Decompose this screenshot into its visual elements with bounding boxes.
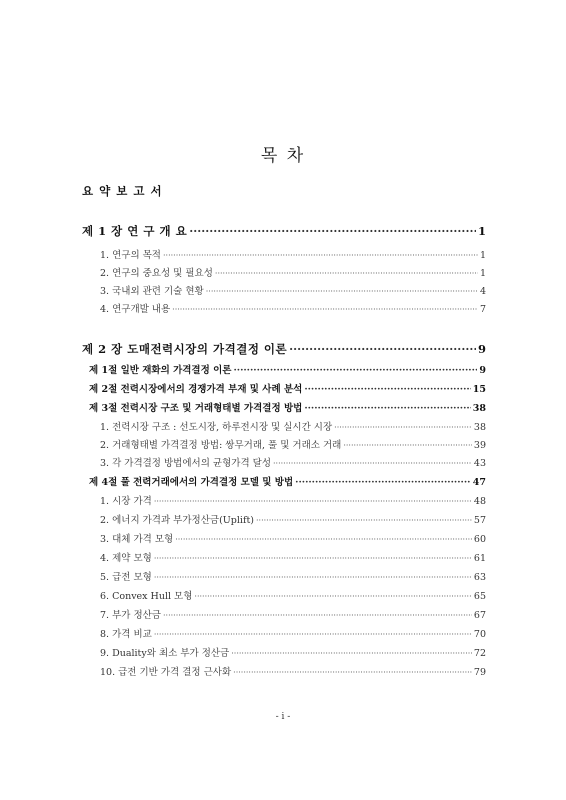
toc-item-label: 3. 대체 가격 모형 <box>100 534 174 545</box>
leader-dots <box>304 403 470 414</box>
toc-item-label: 6. Convex Hull 모형 <box>100 591 193 602</box>
page-footer-number: - i - <box>275 712 291 722</box>
leader-dots <box>295 477 471 488</box>
leader-dots <box>215 269 478 278</box>
leader-dots <box>189 224 476 238</box>
leader-dots <box>172 305 478 314</box>
toc-page-number: 47 <box>472 477 486 488</box>
leader-dots <box>154 497 472 506</box>
leader-dots <box>154 630 472 639</box>
leader-dots <box>154 573 472 582</box>
leader-dots <box>256 516 472 525</box>
toc-page-number: 79 <box>473 667 486 678</box>
toc-page-number: 7 <box>479 304 486 315</box>
toc-page-number: 15 <box>472 384 486 395</box>
toc-section-label: 제 3절 전력시장 구조 및 거래형태별 가격결정 방법 <box>89 403 303 414</box>
toc-item-label: 8. 가격 비교 <box>100 629 152 640</box>
toc-page-number: 38 <box>473 422 486 433</box>
toc-chapter-label: 제 2 장 도매전력시장의 가격결정 이론 <box>82 342 288 356</box>
toc-page-number: 1 <box>477 224 486 238</box>
toc-item <box>100 626 486 640</box>
toc-section <box>89 400 486 414</box>
toc-page-number: 48 <box>473 496 486 507</box>
toc-page-number: 61 <box>473 553 486 564</box>
toc-item <box>100 419 486 433</box>
leader-dots <box>231 649 472 658</box>
toc-item-label: 10. 급전 기반 가격 결정 근사화 <box>100 667 232 678</box>
toc-item <box>100 493 486 507</box>
leader-dots <box>289 342 476 356</box>
toc-item <box>100 301 486 315</box>
toc-item-label: 5. 급전 모형 <box>100 572 152 583</box>
toc-page-number: 72 <box>473 648 486 659</box>
toc-item <box>100 607 486 621</box>
toc-item-label: 1. 시장 가격 <box>100 496 152 507</box>
toc-item <box>100 265 486 279</box>
toc-item <box>100 455 486 469</box>
toc-page-number: 38 <box>472 403 486 414</box>
toc-section <box>89 474 486 488</box>
toc-item-label: 7. 부가 정산금 <box>100 610 161 621</box>
toc-page-number: 43 <box>473 458 486 469</box>
summary-heading: 요 약 보 고 서 <box>82 184 163 198</box>
toc-item <box>100 588 486 602</box>
toc-section <box>89 381 486 395</box>
toc-page-number: 1 <box>479 250 486 261</box>
toc-item-label: 2. 연구의 중요성 및 필요성 <box>100 268 213 279</box>
leader-dots <box>163 611 472 620</box>
leader-dots <box>194 592 471 601</box>
leader-dots <box>163 251 478 260</box>
toc-section-label: 제 4절 풀 전력거래에서의 가격결정 모델 및 방법 <box>89 477 294 488</box>
toc-item <box>100 437 486 451</box>
leader-dots <box>175 535 472 544</box>
leader-dots <box>334 423 472 432</box>
toc-item-label: 9. Duality와 최소 부가 정산금 <box>100 648 230 659</box>
toc-item-label: 3. 각 가격결정 방법에서의 균형가격 달성 <box>100 458 271 469</box>
toc-page-number: 67 <box>473 610 486 621</box>
toc-item <box>100 645 486 659</box>
toc-item-label: 3. 국내외 관련 기술 현황 <box>100 286 204 297</box>
leader-dots <box>233 365 477 376</box>
toc-item <box>100 247 486 261</box>
leader-dots <box>304 384 470 395</box>
toc-item-label: 1. 연구의 목적 <box>100 250 161 261</box>
toc-page-number: 4 <box>479 286 486 297</box>
toc-page-number: 65 <box>473 591 486 602</box>
toc-page-number: 1 <box>479 268 486 279</box>
toc-chapter-1 <box>82 223 486 239</box>
toc-item-label: 4. 제약 모형 <box>100 553 152 564</box>
leader-dots <box>206 287 478 296</box>
toc-item <box>100 531 486 545</box>
toc-page-number: 70 <box>473 629 486 640</box>
toc-section-label: 제 1절 일반 재화의 가격결정 이론 <box>89 365 232 376</box>
toc-item <box>100 512 486 526</box>
page-title: 목 차 <box>260 146 306 166</box>
toc-page-number: 60 <box>473 534 486 545</box>
leader-dots <box>273 459 472 468</box>
toc-item <box>100 283 486 297</box>
toc-page-number: 63 <box>473 572 486 583</box>
toc-chapter-2 <box>82 341 486 357</box>
leader-dots <box>343 441 472 450</box>
leader-dots <box>154 554 472 563</box>
toc-item-label: 2. 거래형태별 가격결정 방법: 쌍무거래, 풀 및 거래소 거래 <box>100 440 342 451</box>
toc-item <box>100 569 486 583</box>
leader-dots <box>233 668 472 677</box>
toc-page-number: 57 <box>473 515 486 526</box>
toc-page-number: 39 <box>473 440 486 451</box>
toc-item <box>100 664 486 678</box>
toc-item <box>100 550 486 564</box>
toc-section <box>89 362 486 376</box>
toc-item-label: 1. 전력시장 구조 : 선도시장, 하루전시장 및 실시간 시장 <box>100 422 333 433</box>
toc-chapter-label: 제 1 장 연 구 개 요 <box>82 224 188 238</box>
toc-page-number: 9 <box>477 342 486 356</box>
toc-section-label: 제 2절 전력시장에서의 경쟁가격 부재 및 사례 분석 <box>89 384 303 395</box>
toc-item-label: 4. 연구개발 내용 <box>100 304 171 315</box>
toc-page-number: 9 <box>479 365 486 376</box>
toc-item-label: 2. 에너지 가격과 부가정산금(Uplift) <box>100 515 254 526</box>
